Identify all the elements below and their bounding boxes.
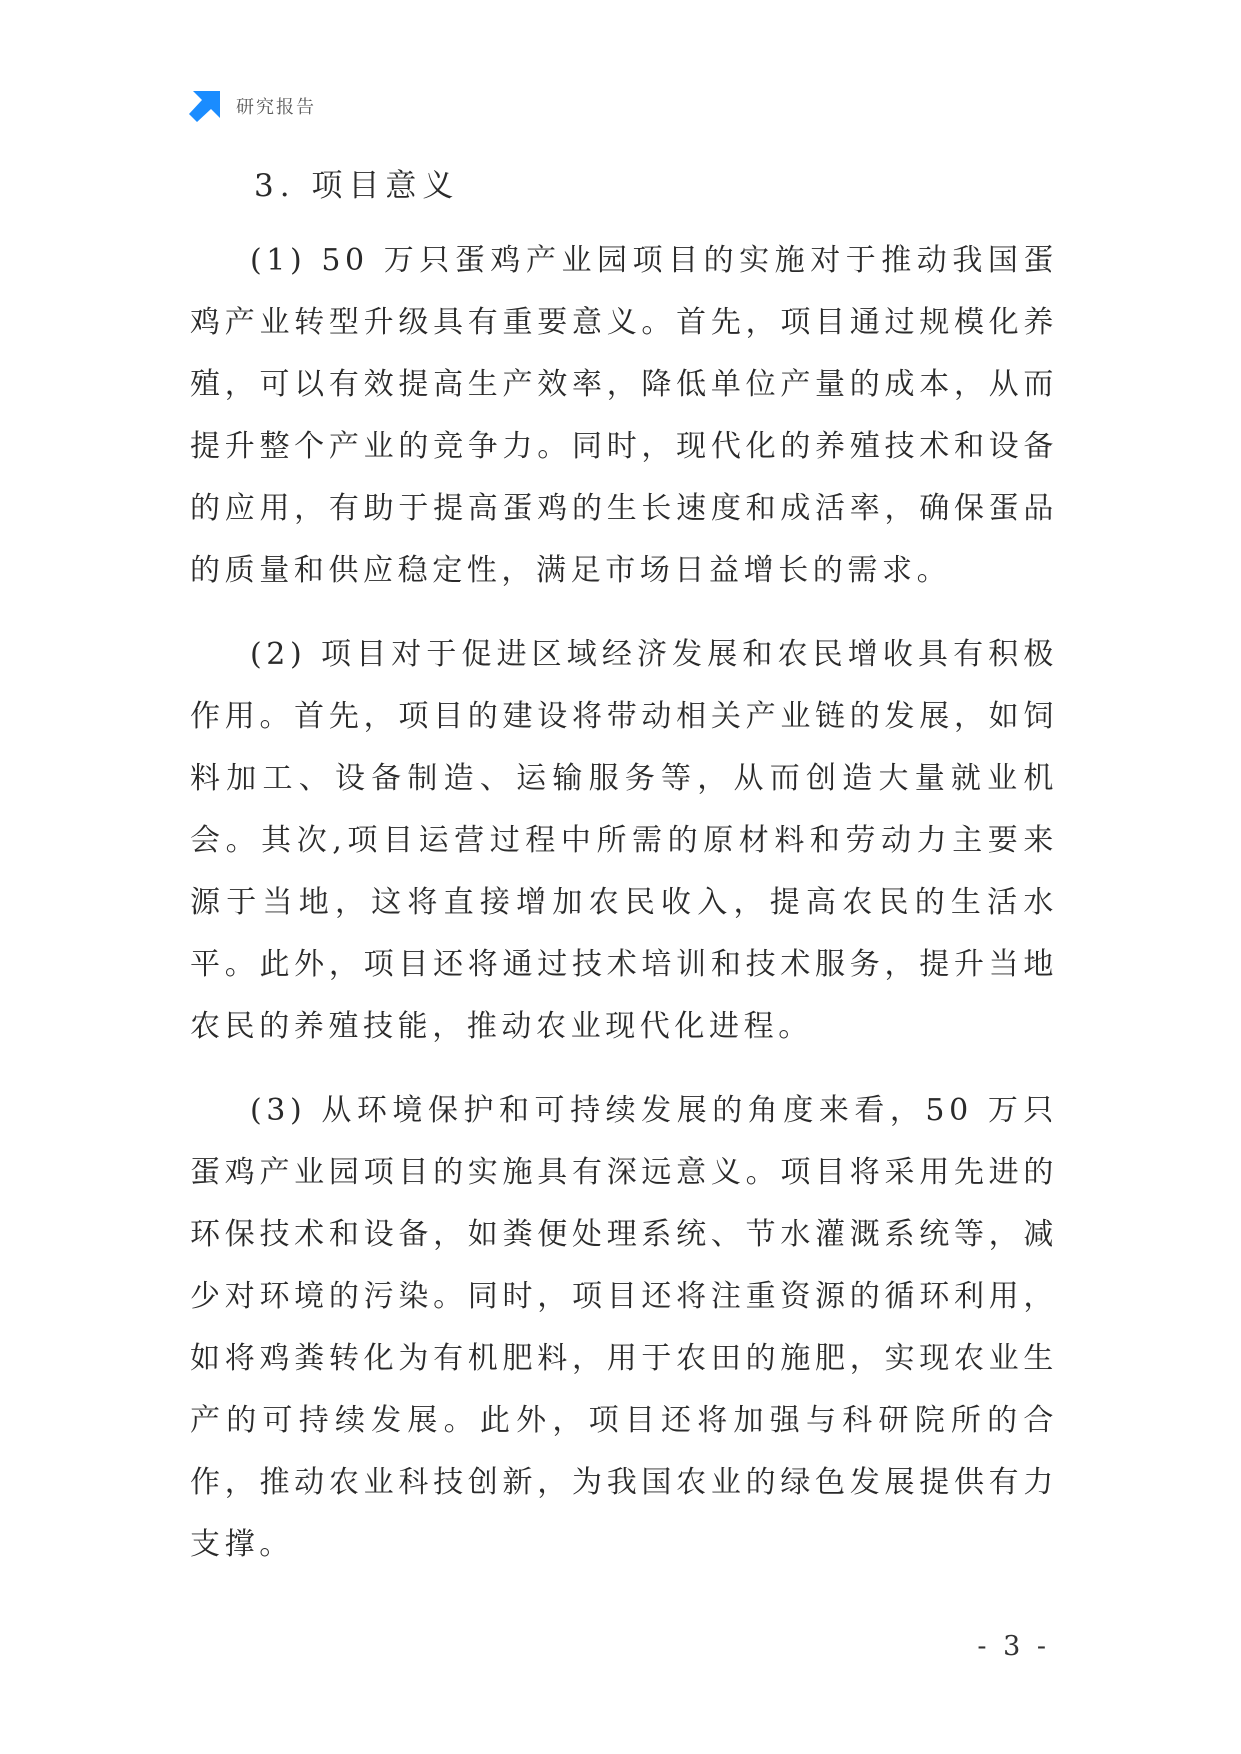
paragraph-1: (1) 50 万只蛋鸡产业园项目的实施对于推动我国蛋鸡产业转型升级具有重要意义。首先，项目通过规模化养殖，可以有效提高生产效率，降低单位产量的成本，从而提升整个产业的竞争力。同时，现代化的养殖技术和设备的应用，有助于提高蛋鸡的生长速度和成活率，确保蛋品的质量和供应稳定性，满足市场日益增长的需求。 [190, 243, 1058, 588]
paragraph-2: (2) 项目对于促进区域经济发展和农民增收具有积极作用。首先，项目的建设将带动相关产业链的发展，如饲料加工、设备制造、运输服务等，从而创造大量就业机会。其次,项目运营过程中所需的原材料和劳动力主要来源于当地，这将直接增加农民收入，提高农民的生活水平。此外，项目还将通过技术培训和技术服务，提升当地农民的养殖技能，推动农业现代化进程。 [190, 637, 1058, 1044]
paragraph-3: (3) 从环境保护和可持续发展的角度来看，50 万只蛋鸡产业园项目的实施具有深远意义。项目将采用先进的环保技术和设备，如粪便处理系统、节水灌溉系统等，减少对环境的污染。同时，项目还将注重资源的循环利用，如将鸡粪转化为有机肥料，用于农田的施肥，实现农业生产的可持续发展。此外，项目还将加强与科研院所的合作，推动农业科技创新，为我国农业的绿色发展提供有力支撑。 [190, 1093, 1058, 1562]
page-header [189, 90, 316, 122]
section-heading: 3. 项目意义 [254, 168, 460, 204]
arrow-up-right-icon [189, 90, 221, 122]
page-number: - 3 - [977, 1631, 1050, 1662]
document-body [190, 164, 1058, 1576]
header-title: 研究报告 [236, 97, 316, 118]
